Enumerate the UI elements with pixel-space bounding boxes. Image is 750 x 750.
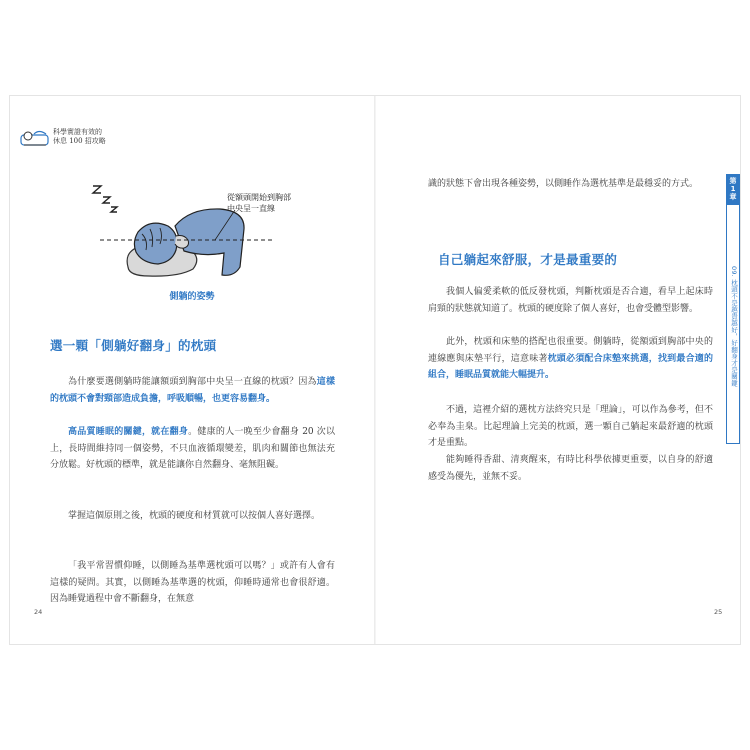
chapter-tab-line1: 第 xyxy=(729,177,737,185)
book-logo-icon xyxy=(20,126,50,148)
running-head xyxy=(20,126,106,148)
paragraph-mattress-highlight: 枕頭必須配合床墊來挑選，找到最合適的組合，睡眠品質就能大幅提升。 xyxy=(428,353,713,381)
paragraph-why-text: 為什麼要選側躺時能讓額頭到胸部中央呈一直線的枕頭？因為 xyxy=(68,377,317,387)
book-spread xyxy=(10,96,740,644)
chapter-tab xyxy=(726,174,740,204)
running-head-line2: 休息 100 招攻略 xyxy=(53,137,106,145)
side-sleeping-illustration xyxy=(10,174,374,334)
paragraph-firmness: 掌握這個原則之後，枕頭的硬度和材質就可以按個人喜好選擇。 xyxy=(68,511,321,521)
section-tab: 09. 枕頭不是越貴越好，好翻身才是關鍵 xyxy=(726,204,740,444)
running-head-line1: 科學實證有效的 xyxy=(53,128,102,136)
paragraph-preference: 我個人偏愛柔軟的低反發枕頭，判斷枕頭是否合適，看早上起床時肩頸的狀態就知道了。枕頭的硬度除了個人喜好，也會受體型影響。 xyxy=(428,287,713,314)
paragraph-why xyxy=(50,374,335,407)
right-page xyxy=(376,96,740,644)
head-icon xyxy=(134,223,177,264)
zzz-icon xyxy=(93,186,117,212)
chapter-tab-line3: 章 xyxy=(729,193,737,201)
figure-note-line2: 中央呈一直線 xyxy=(227,204,275,213)
paragraph-continued: 識的狀態下會出現各種姿勢，以側睡作為選枕基準是最穩妥的方式。 xyxy=(428,179,699,189)
paragraph-mattress xyxy=(428,334,713,384)
paragraph-mattress-text: 此外，枕頭和床墊的搭配也很重要。側躺時，從額頭到胸部中央的連線應與床墊平行，這意味著 xyxy=(428,337,713,364)
section-heading-comfort: 自己躺起來舒服，才是最重要的 xyxy=(438,252,618,267)
paragraph-rollover xyxy=(50,424,335,474)
paragraph-comfort-first: 能夠睡得香甜、清爽醒來，有時比科學依據更重要，以自身的舒適感受為優先，並無不妥。 xyxy=(428,455,713,482)
left-page xyxy=(10,96,374,644)
paragraph-back-sleeper: 「我平常習慣仰睡，以側睡為基準選枕頭可以嗎？」或許有人會有這樣的疑問。其實，以側睡為基準選的枕頭，仰睡時通常也會很舒適。因為睡覺過程中會不斷翻身，在無意 xyxy=(50,561,335,605)
figure-note xyxy=(227,192,291,214)
section-heading-pillow: 選一顆「側躺好翻身」的枕頭 xyxy=(50,338,217,353)
page-number-left: 24 xyxy=(34,608,43,616)
chapter-tab-line2: 1 xyxy=(730,185,736,193)
figure-caption: 側躺的姿勢 xyxy=(169,292,215,302)
paragraph-theory: 不過，這裡介紹的選枕方法終究只是「理論」，可以作為參考，但不必奉為圭臬。比起理論上完美的枕頭，選一顆自己躺起來最舒適的枕頭才是重點。 xyxy=(428,405,713,449)
paragraph-rollover-highlight: 高品質睡眠的關鍵，就在翻身 xyxy=(68,427,189,437)
paragraph-rollover-text: 。健康的人一晚至少會翻身 20 次以上，長時間維持同一個姿勢，不只血液循環變差，肌肉和關節也無法充分放鬆。好枕頭的標準，就是能讓你自然翻身、毫無阻礙。 xyxy=(50,427,335,471)
figure-note-line1: 從額頭開始到胸部 xyxy=(227,193,291,202)
paragraph-why-highlight: 這樣的枕頭不會對頸部造成負擔，呼吸順暢，也更容易翻身。 xyxy=(50,377,335,404)
page-number-right: 25 xyxy=(714,608,723,616)
